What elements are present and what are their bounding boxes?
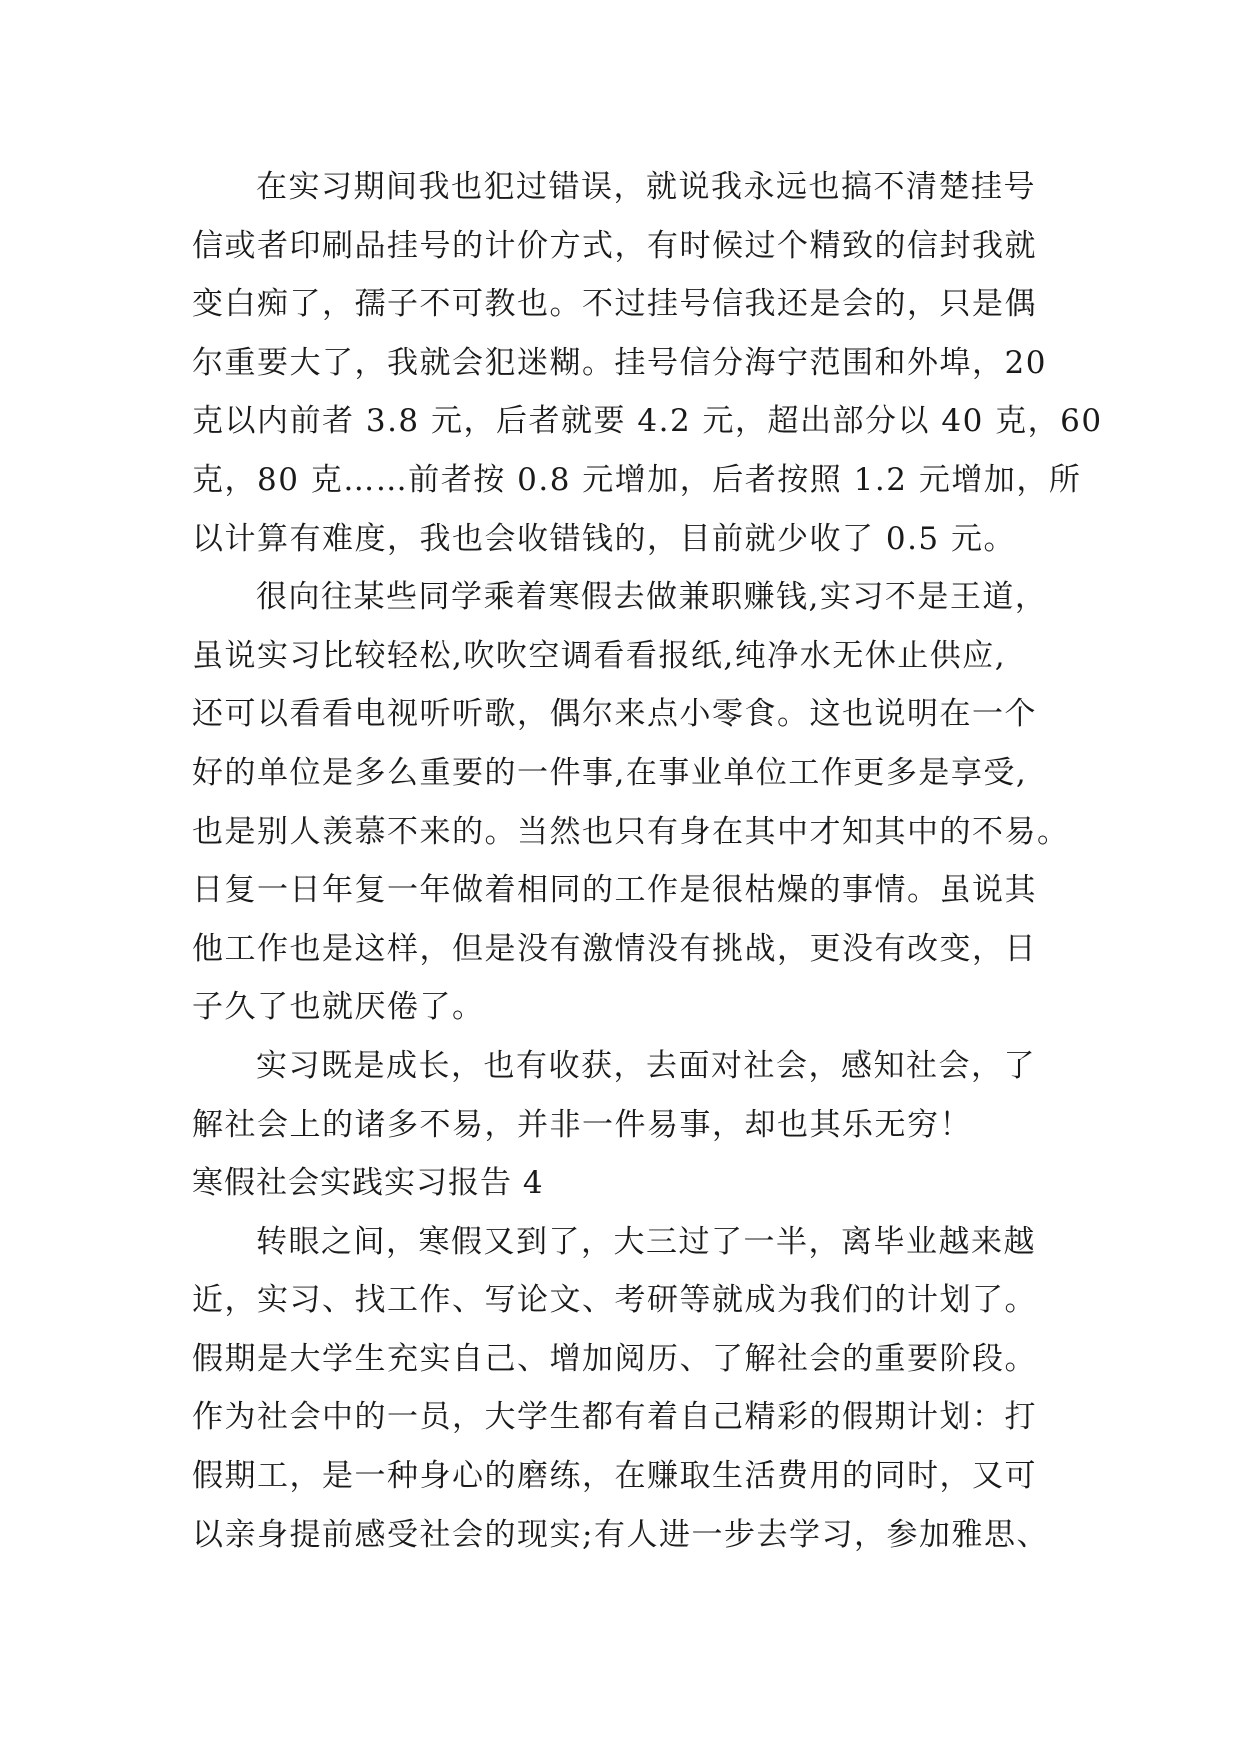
text-line: 在实习期间我也犯过错误，就说我永远也搞不清楚挂号 xyxy=(256,169,1036,205)
text-line: 子久了也就厌倦了。 xyxy=(192,989,485,1026)
text-line: 好的单位是多么重要的一件事,在事业单位工作更多是享受, xyxy=(192,754,1028,791)
text-line: 解社会上的诸多不易，并非一件易事，却也其乐无穷！ xyxy=(192,1106,972,1143)
text-line: 克，80 克……前者按 0.8 元增加，后者按照 1.2 元增加，所 xyxy=(192,461,1082,498)
text-line: 假期工，是一种身心的磨练，在赚取生活费用的同时，又可 xyxy=(192,1458,1037,1495)
text-line: 尔重要大了，我就会犯迷糊。挂号信分海宁范围和外埠，20 xyxy=(192,344,1047,381)
text-line: 以计算有难度，我也会收错钱的，目前就少收了 0.5 元。 xyxy=(192,520,1017,557)
text-line: 信或者印刷品挂号的计价方式，有时候过个精致的信封我就 xyxy=(192,227,1037,264)
text-line: 日复一日年复一年做着相同的工作是很枯燥的事情。虽说其 xyxy=(192,872,1037,909)
paragraph-conclusion xyxy=(192,1037,1072,1154)
section-heading: 寒假社会实践实习报告 4 xyxy=(192,1165,544,1202)
text-line: 实习既是成长，也有收获，去面对社会，感知社会，了 xyxy=(256,1047,1036,1084)
paragraph-reflection xyxy=(192,568,1072,1037)
text-line: 也是别人羡慕不来的。当然也只有身在其中才知其中的不易。 xyxy=(192,813,1070,850)
text-line: 很向往某些同学乘着寒假去做兼职赚钱,实习不是王道， xyxy=(256,579,1048,616)
text-line: 假期是大学生充实自己、增加阅历、了解社会的重要阶段。 xyxy=(192,1340,1037,1377)
text-line: 克以内前者 3.8 元，后者就要 4.2 元，超出部分以 40 克，60 xyxy=(192,403,1103,440)
text-line: 转眼之间，寒假又到了，大三过了一半，离毕业越来越 xyxy=(256,1223,1036,1260)
text-line: 以亲身提前感受社会的现实;有人进一步去学习，参加雅思、 xyxy=(192,1516,1049,1553)
text-line: 虽说实习比较轻松,吹吹空调看看报纸,纯净水无休止供应, xyxy=(192,637,1007,674)
text-line: 作为社会中的一员，大学生都有着自己精彩的假期计划：打 xyxy=(192,1399,1037,1436)
text-line: 还可以看看电视听听歌，偶尔来点小零食。这也说明在一个 xyxy=(192,696,1037,733)
text-line: 他工作也是这样，但是没有激情没有挑战，更没有改变，日 xyxy=(192,930,1037,967)
paragraph-introduction xyxy=(192,1213,1072,1565)
text-line: 变白痴了，孺子不可教也。不过挂号信我还是会的，只是偶 xyxy=(192,286,1037,323)
paragraph-mistakes xyxy=(192,158,1103,568)
document-body xyxy=(192,158,1103,1564)
text-line: 近，实习、找工作、写论文、考研等就成为我们的计划了。 xyxy=(192,1282,1037,1319)
